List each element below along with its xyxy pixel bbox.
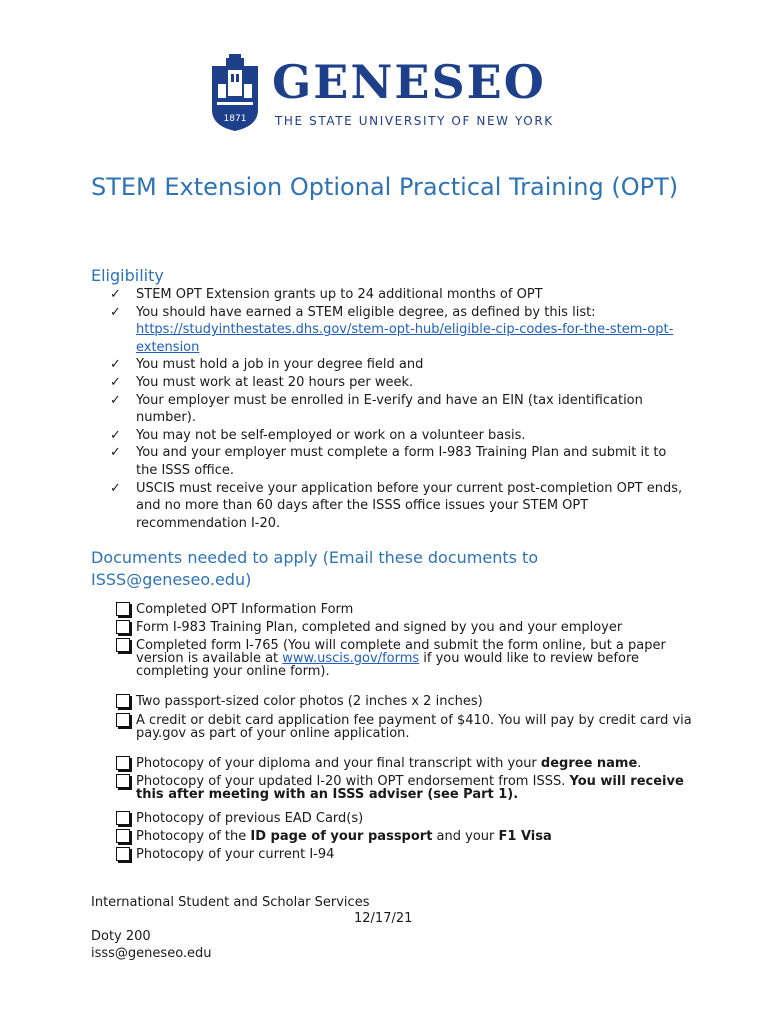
list-item-text: Completed form I-765 (You will complete and submit the form online, but a paper version is available at [136,638,666,666]
list-item-text: Form I-983 Training Plan, completed and signed by you and your employer [136,620,623,635]
list-item [110,427,690,445]
list-item-text: USCIS must receive your application before your current post-completion OPT ends, and no more than 60 days after the ISSS office issues your STEM OPT recommendation I-20. [136,480,683,531]
list-item-text: ID page of your passport [250,829,433,844]
list-item [116,603,696,616]
list-item [110,444,690,479]
cip-codes-link[interactable]: https://studyinthestates.dhs.gov/stem-opt-hub/eligible-cip-codes-for-the-stem-opt-extension [136,322,674,355]
check-icon: ✓ [110,374,121,390]
page-title: STEM Extension Optional Practical Training (OPT) [91,173,679,201]
list-item-text: Two passport-sized color photos (2 inches x 2 inches) [136,694,483,709]
geneseo-tower-crest-icon [206,54,264,132]
list-item-text: A credit or debit card application fee payment of $410. You will pay by credit card via pay.gov as part of your online application. [136,713,692,741]
footer-office: International Student and Scholar Services [91,895,370,910]
footer-email: isss@geneseo.edu [91,946,212,961]
list-item [116,695,696,708]
checkbox-icon [116,638,130,652]
logo-year: 1871 [223,114,247,124]
list-item [110,304,690,357]
list-item [116,775,696,801]
list-item-text: You may not be self-employed or work on a volunteer basis. [136,427,526,443]
check-icon: ✓ [110,427,121,443]
checkbox-icon [116,847,130,861]
list-item [116,714,696,740]
list-item-text: if you would like to review before completing your online form). [136,651,640,679]
logo-tagline: THE STATE UNIVERSITY OF NEW YORK [275,114,554,128]
list-item [116,621,696,634]
list-item-text: degree name [540,756,638,771]
list-item-text: You must hold a job in your degree field and [136,357,424,373]
list-item-text: You will receive this after meeting with an ISSS adviser (see Part 1). [136,774,684,802]
footer-date: 12/17/21 [354,911,413,926]
checkbox-icon [116,602,130,616]
list-item-text: Photocopy of previous EAD Card(s) [136,811,364,826]
documents-heading: Documents needed to apply (Email these documents to ISSS@geneseo.edu) [91,548,539,589]
list-item [116,848,696,861]
list-item-text: Completed OPT Information Form [136,602,354,617]
check-icon: ✓ [110,480,121,496]
list-item-text: Photocopy of your diploma and your final transcript with your [136,756,541,771]
list-item [116,757,696,770]
list-item-text: . [637,756,642,771]
list-item-text: STEM OPT Extension grants up to 24 additional months of OPT [136,287,543,302]
check-icon: ✓ [110,287,121,302]
list-item [110,374,690,392]
list-item-text: Photocopy of the [136,829,251,844]
footer-room: Doty 200 [91,929,151,944]
checkbox-icon [116,811,130,825]
eligibility-heading: Eligibility [91,266,164,285]
list-item [110,356,690,374]
list-item [110,480,690,533]
checkbox-icon [116,620,130,634]
checkbox-icon [116,829,130,843]
eligibility-list [110,286,690,532]
checkbox-icon [116,713,130,727]
list-item [110,286,690,304]
uscis-forms-link[interactable]: www.uscis.gov/forms [282,651,420,666]
checkbox-icon [116,756,130,770]
list-item-text: You should have earned a STEM eligible degree, as defined by this list: [136,304,596,320]
list-item [110,392,690,427]
checkbox-icon [116,694,130,708]
geneseo-logo [206,54,566,134]
list-item-text: You and your employer must complete a form I-983 Training Plan and submit it to the ISSS office. [136,445,667,478]
check-icon: ✓ [110,357,121,373]
documents-list [116,593,696,861]
check-icon: ✓ [110,304,121,320]
list-item-text: and your [432,829,499,844]
list-item-text: Photocopy of your current I-94 [136,847,335,862]
check-icon: ✓ [110,392,121,408]
list-item-text: Photocopy of your updated I-20 with OPT endorsement from ISSS. [136,774,570,789]
check-icon: ✓ [110,445,121,461]
logo-wordmark: GENESEO [272,55,546,109]
list-item-text: You must work at least 20 hours per week. [136,374,414,390]
list-item [116,812,696,825]
list-item [116,639,696,678]
list-item [116,830,696,843]
list-item-text: F1 Visa [498,829,552,844]
checkbox-icon [116,774,130,788]
list-item-text: Your employer must be enrolled in E-verify and have an EIN (tax identification number). [136,392,643,426]
